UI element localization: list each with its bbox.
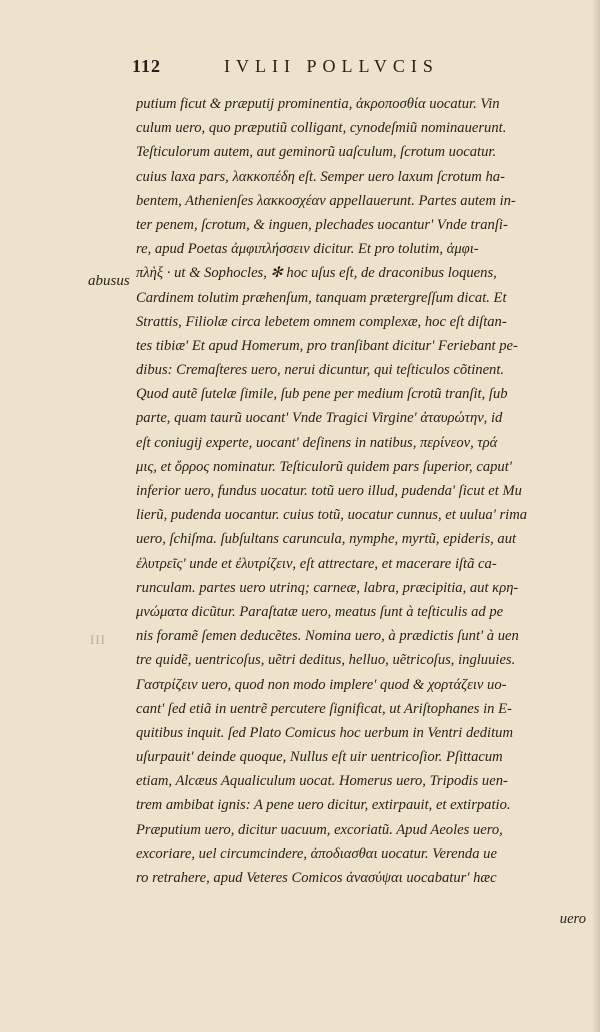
text-line: etiam, Alcæus Aqualiculum uocat. Homerus uero, Tripodis uen-: [136, 773, 508, 790]
text-line: cuius laxa pars, λακκοπέδη eſt. Semper uero laxum ſcrotum ha-: [136, 168, 505, 185]
catchword: uero: [559, 911, 586, 927]
text-line: μις, et ὄρρος nominatur. Teſticulorũ quidem pars ſuperior, caput': [136, 458, 512, 475]
text-line: tes tibiæ' Et apud Homerum, pro tranſibant dicitur' Feriebant pe-: [136, 337, 518, 354]
text-line: excoriare, uel circumcindere, ἀποδιασθαι uocatur. Verenda ue: [136, 845, 497, 862]
text-line: putium ficut & præputij prominentia, ἀκροποσθία uocatur. Vin: [136, 96, 500, 112]
text-line: trem ambibat ignis: A pene uero dicitur, extirpauit, et extirpatio.: [136, 797, 511, 814]
text-line: Quod autẽ ſutelæ ſimile, ſub pene per medium ſcrotũ tranſit, ſub: [136, 386, 508, 403]
page-number: 112: [132, 56, 162, 76]
margin-mark: III: [90, 632, 106, 647]
body-text: [136, 92, 586, 890]
text-line: μνώματα dicũtur. Paraſtatæ uero, meatus ſunt à teſticulis ad pe: [136, 603, 504, 620]
text-line: runculam. partes uero utrinq; carneæ, labra, præcipitia, aut κρη-: [136, 579, 519, 596]
text-line: Præputium uero, dicitur uacuum, excoriatũ. Apud Aeoles uero,: [136, 821, 503, 838]
text-line: ter penem, ſcrotum, & inguen, plechades uocantur' Vnde tranſi-: [136, 216, 508, 233]
text-line: Strattis, Filiolæ circa lebetem omnem complexæ, hoc eſt diſtan-: [136, 313, 507, 330]
text-line: Teſticulorum autem, aut geminorũ uaſculum, ſcrotum uocatur.: [136, 144, 497, 161]
text-line: dibus: Cremaſteres uero, nerui dicuntur, qui teſticulos cõtinent.: [136, 362, 505, 379]
text-line: ἐλυτρεῖς' unde et ἐλυτρίζειν, eſt attrectare, et macerare iſtã ca-: [136, 555, 497, 572]
text-line: πλὴξ · ut & Sophocles, ✻ hoc uſus eſt, de draconibus loquens,: [136, 265, 497, 282]
running-head: IVLII POLLVCIS: [224, 56, 439, 76]
text-line: cant' ſed etiã in uentrẽ percutere ſignificat, ut Ariſtophanes in E-: [136, 700, 512, 717]
margin-note: abusus: [88, 273, 130, 289]
text-line: re, apud Poetas ἀμφιπλήσσειν dicitur. Et pro tolutim, ἀμφι-: [136, 241, 479, 258]
page-edge-shadow: [592, 0, 600, 1032]
text-line: Γαστρίζειν uero, quod non modo implere' quod & χορτάζειν uo-: [136, 676, 507, 693]
text-line: quitibus inquit. ſed Plato Comicus hoc uerbum in Ventri deditum: [136, 724, 513, 741]
text-line: tre quidẽ, uentricoſus, uẽtri deditus, helluo, uẽtricoſus, ingluuies.: [136, 652, 516, 669]
text-line: ro retrahere, apud Veteres Comicos ἀνασύψαι uocabatur' hæc: [136, 870, 497, 886]
text-line: uſurpauit' deinde quoque, Nullus eſt uir uentricoſior. Pſittacum: [136, 749, 503, 766]
text-line: nis foramẽ ſemen deducẽtes. Nomina uero, à prædictis ſunt' à uen: [136, 628, 519, 645]
text-line: Cardinem tolutim præhenſum, tanquam prætergreſſum dicat. Et: [136, 289, 507, 306]
text-line: parte, quam taurũ uocant' Vnde Tragici Virgine' ἀταυρώτην, id: [136, 410, 503, 427]
page-header: [132, 56, 572, 80]
text-line: bentem, Athenienſes λακκοσχέαν appellauerunt. Partes autem in-: [136, 192, 516, 209]
text-line: culum uero, quo præputiũ colligant, cynodeſmiũ nominauerunt.: [136, 120, 507, 137]
text-line: inferior uero, fundus uocatur. totũ uero illud, pudenda' ſicut et Mu: [136, 483, 522, 499]
text-line: uero, ſchiſma. ſubſultans caruncula, nymphe, myrtũ, epideris, aut: [136, 531, 517, 548]
text-line: eſt coniugij experte, uocant' deſinens in natibus, περίνεον, τρά: [136, 434, 498, 451]
text-line: lierũ, pudenda uocantur. cuius totũ, uocatur cunnus, et uulua' rima: [136, 507, 528, 524]
